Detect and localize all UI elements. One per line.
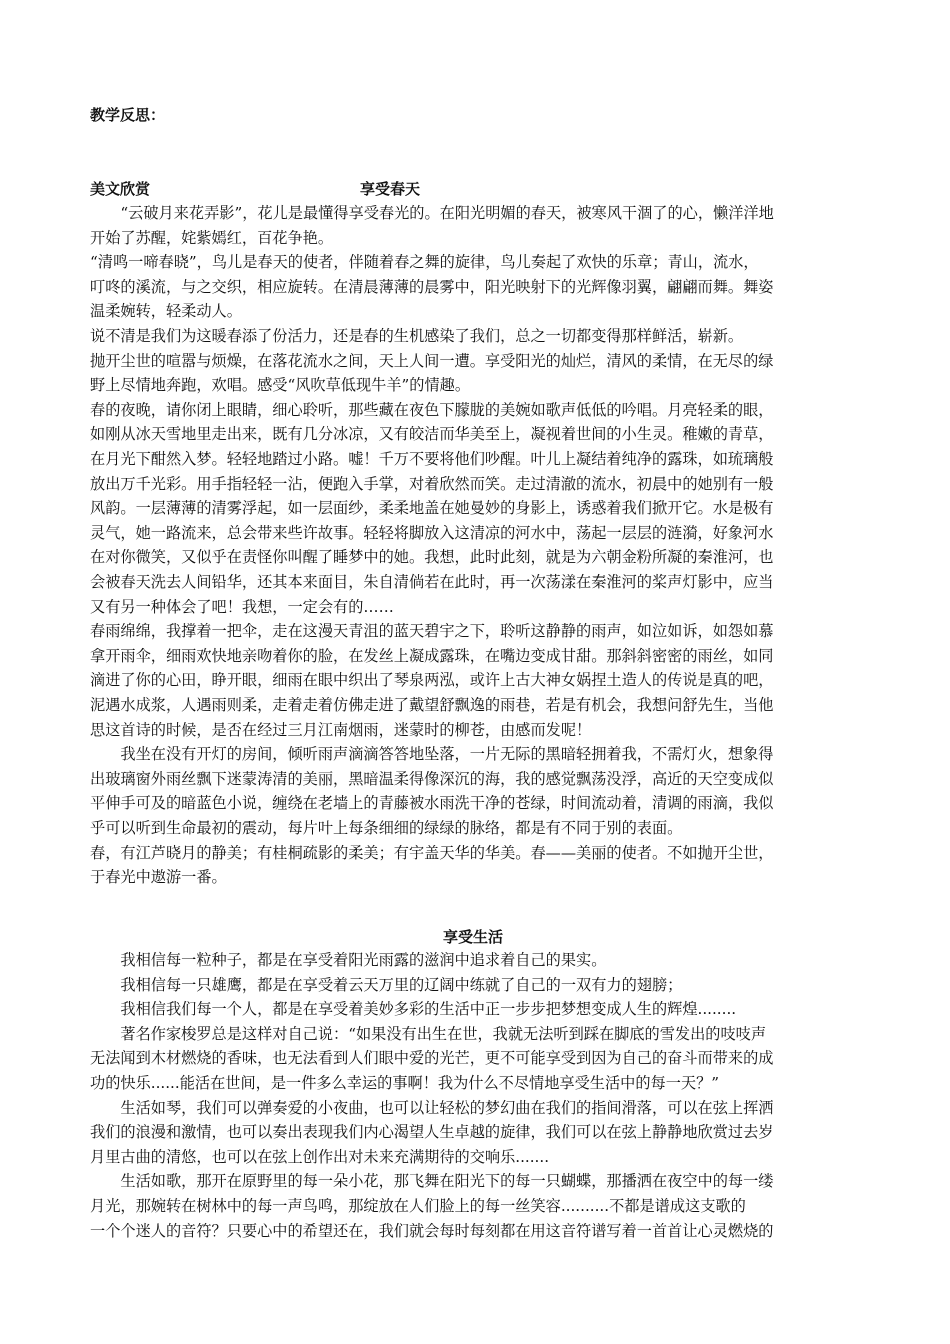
- paragraph-line: 生活如琴，我们可以弹奏爱的小夜曲，也可以让轻松的梦幻曲在我们的指间滑落，可以在弦上挥洒: [90, 1098, 774, 1117]
- paragraph-line: 如刚从冰天雪地里走出来，既有几分冰凉，又有皎洁而华美至上，凝视着世间的小生灵。稚嫩的青草，: [90, 425, 774, 444]
- paragraph-line: 著名作家梭罗总是这样对自己说：“如果没有出生在世，我就无法听到踩在脚底的雪发出的吱吱声: [90, 1024, 767, 1043]
- paragraph-line: 生活如歌，那开在原野里的每一朵小花，那飞舞在阳光下的每一只蝴蝶，那播洒在夜空中的每一缕: [90, 1172, 774, 1191]
- paragraph-line: 会被春天洗去人间铅华，还其本来面目，朱自清倘若在此时，再一次荡漾在秦淮河的桨声灯影中，应当: [90, 573, 774, 591]
- paragraph-line: 我相信我们每一个人，都是在享受着美妙多彩的生活中正一步步把梦想变成人生的辉煌........: [90, 1000, 737, 1019]
- paragraph-line: 我们的浪漫和激情，也可以奏出表现我们内心渴望人生卓越的旋律，我们可以在弦上静静地欣赏过去岁: [90, 1123, 774, 1142]
- paragraph-line: 乎可以听到生命最初的震动，每片叶上每条细细的绿绿的脉络，都是有不同于别的表面。: [90, 819, 683, 837]
- paragraph-line: 温柔婉转，轻柔动人。: [90, 302, 242, 321]
- paragraph-line: 说不清是我们为这暖春添了份活力，还是春的生机感染了我们，总之一切都变得那样鲜活，崭新。: [90, 327, 744, 345]
- paragraph-line: 一个个迷人的音符？只要心中的希望还在，我们就会每时每刻都在用这音符谱写着一首首让心灵燃烧的: [90, 1221, 774, 1240]
- paragraph-line: 灵气，她一路流来，总会带来些许故事。轻轻将脚放入这清凉的河水中，荡起一层层的涟漪，好象河水: [90, 523, 774, 542]
- paragraph-line: 开始了苏醒，姹紫嫣红，百花争艳。: [90, 228, 333, 247]
- paragraph-line: 出玻璃窗外雨丝飘下迷蒙涛清的美丽，黑暗温柔得像深沉的海，我的感觉飘荡没浮，高近的天空变成似: [90, 769, 774, 788]
- reflection-heading: 教学反思：: [90, 106, 166, 124]
- paragraph-line: 春雨绵绵，我撑着一把伞，走在这漫天青沮的蓝天碧宇之下，聆听这静静的雨声，如泣如诉，如怨如慕: [90, 622, 774, 641]
- paragraph-line: 我坐在没有开灯的房间，倾听雨声滴滴答答地坠落，一片无际的黑暗轻拥着我，不需灯火，想象得: [90, 745, 774, 764]
- paragraph-line: 泥遇水成浆，人遇雨则柔，走着走着仿佛走进了戴望舒飘逸的雨巷，若是有机会，我想问舒先生，当他: [90, 696, 774, 714]
- paragraph-line: 拿开雨伞，细雨欢快地亲吻着你的脸，在发丝上凝成露珠，在嘴边变成甘甜。那斜斜密密的雨丝，如同: [90, 646, 774, 665]
- paragraph-line: 功的快乐......能活在世间，是一件多么幸运的事啊！我为什么不尽情地享受生活中的每一天？”: [90, 1074, 720, 1092]
- paragraph-line: 于春光中遨游一番。: [90, 868, 227, 887]
- paragraph-line: 思这首诗的时候，是否在经过三月江南烟雨，迷蒙时的柳苍，由感而发呢！: [90, 720, 592, 739]
- paragraph-line: 风韵。一层薄薄的清雾浮起，如一层面纱，柔柔地盖在她曼妙的身影上，诱惑着我们掀开它。水是极有: [90, 499, 774, 518]
- paragraph-line: “云破月来花弄影”，花儿是最懂得享受春光的。在阳光明媚的春天，被寒风干涸了的心，懒洋洋地: [90, 204, 774, 222]
- paragraph-line: 滴进了你的心田，睁开眼，细雨在眼中织出了琴泉两泓，或许上古大神女娲捏土造人的传说是真的吧，: [90, 671, 774, 690]
- paragraph-line: 我相信每一只雄鹰，都是在享受着云天万里的辽阔中练就了自己的一双有力的翅膀；: [90, 975, 683, 994]
- paragraph-line: 叮咚的溪流，与之交织，相应旋转。在清晨薄薄的晨雾中，阳光映射下的光辉像羽翼，翩翩而舞。舞姿: [90, 277, 774, 296]
- paragraph-line: 放出万千光彩。用手指轻轻一沾，便跑入手掌，对着欣然而笑。走过清澈的流水，初晨中的她别有一般: [90, 474, 774, 493]
- paragraph-line: 又有另一种体会了吧！我想，一定会有的……: [90, 597, 394, 616]
- paragraph-line: 平伸手可及的暗蓝色小说，缠绕在老墙上的青藤被水雨洗干净的苍绿，时间流动着，清调的雨滴，我似: [90, 794, 774, 813]
- paragraph-line: 春，有江芦晓月的静美；有桂桐疏影的柔美；有宇盖天华的华美。春——美丽的使者。不如抛开尘世，: [90, 843, 774, 862]
- paragraph-line: 我相信每一粒种子，都是在享受着阳光雨露的滋润中追求着自己的果实。: [90, 951, 607, 969]
- article-title: 享受生活: [443, 928, 504, 946]
- paragraph-line: 月里古曲的清悠，也可以在弦上创作出对未来充满期待的交响乐.......: [90, 1147, 550, 1166]
- article-title: 享受春天: [360, 180, 421, 198]
- paragraph-line: 春的夜晚，请你闭上眼睛，细心聆听，那些藏在夜色下朦胧的美婉如歌声低低的吟唱。月亮轻柔的眼，: [90, 400, 774, 419]
- paragraph-line: 抛开尘世的喧嚣与烦燥，在落花流水之间，天上人间一遭。享受阳光的灿烂，清风的柔情，在无尽的绿: [90, 351, 774, 370]
- paragraph-line: “清鸣一啼春晓”，鸟儿是春天的使者，伴随着春之舞的旋律，鸟儿奏起了欢快的乐章；青山，流水，: [90, 253, 759, 272]
- paragraph-line: 野上尽情地奔跑，欢唱。感受“风吹草低现牛羊”的情趣。: [90, 376, 471, 395]
- paragraph-line: 在月光下酣然入梦。轻轻地踏过小路。嘘！千万不要将他们吵醒。叶儿上凝结着纯净的露珠，如琉璃般: [90, 450, 774, 468]
- paragraph-line: 无法闻到木材燃烧的香味，也无法看到人们眼中爱的光芒，更不可能享受到因为自己的奋斗而带来的成: [90, 1049, 774, 1068]
- section-label: 美文欣赏: [90, 180, 151, 198]
- paragraph-line: 月光，那婉转在树林中的每一声鸟鸣，那绽放在人们脸上的每一丝笑容..........不都是谱成这支歌的: [90, 1197, 746, 1215]
- paragraph-line: 在对你微笑，又似乎在责怪你叫醒了睡梦中的她。我想，此时此刻，就是为六朝金粉所凝的秦淮河，也: [90, 548, 774, 567]
